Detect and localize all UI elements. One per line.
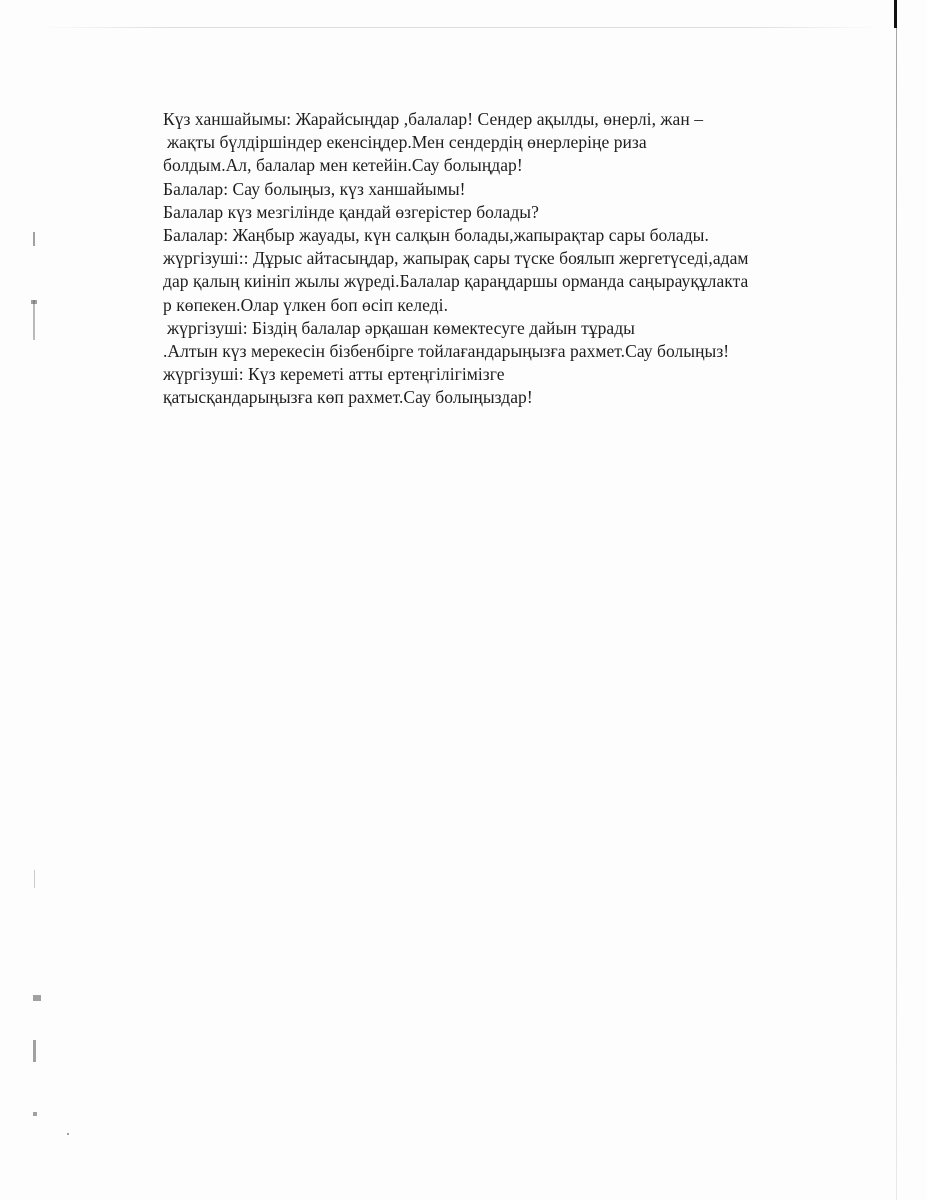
text-line: қатысқандарыңызға көп рахмет.Сау болыңыздар! <box>163 387 533 408</box>
scan-artifact <box>33 232 35 246</box>
text-line: жүргізуші: Күз кереметі атты ертеңгілігімізге <box>163 364 505 385</box>
text-line: Балалар: Жаңбыр жауады, күн салқын болады,жапырақтар сары болады. <box>163 225 709 246</box>
top-scan-line <box>40 27 880 28</box>
text-line: Балалар: Сау болыңыз, күз ханшайымы! <box>163 178 466 199</box>
text-line: болдым.Ал, балалар мен кетейін.Сау болыңдар! <box>163 155 523 176</box>
text-line: Күз ханшайымы: Жарайсыңдар ,балалар! Сендер ақылды, өнерлі, жан – <box>163 109 704 129</box>
text-line: жүргізуші: Біздің балалар әрқашан көмектесуге дайын тұрады <box>167 317 635 338</box>
scan-artifact <box>33 1040 36 1062</box>
right-scan-edge <box>894 0 897 28</box>
right-scan-shadow <box>896 28 897 1200</box>
text-line: жүргізуші:: Дұрыс айтасыңдар, жапырақ сары түске боялып жергетүседі,адам <box>163 248 749 269</box>
scan-artifact <box>67 1133 69 1135</box>
scan-artifact <box>31 300 37 304</box>
text-line: .Алтын күз мерекесін бізбенбірге тойлағандарыңызға рахмет.Сау болыңыз! <box>163 341 730 362</box>
scan-artifact <box>33 1112 37 1116</box>
scan-artifact <box>34 870 35 888</box>
text-line: жақты бүлдіршіндер екенсіңдер.Мен сендердің өнерлеріңе риза <box>167 132 647 153</box>
scan-artifact <box>33 300 35 340</box>
body-text <box>163 108 853 410</box>
text-line: Балалар күз мезгілінде қандай өзгерістер болады? <box>163 201 539 222</box>
text-line: дар қалың киініп жылы жүреді.Балалар қараңдаршы орманда саңырауқұлакта <box>163 271 749 292</box>
text-line: р көпекен.Олар үлкен боп өсіп келеді. <box>163 294 449 315</box>
scan-artifact <box>33 995 41 1001</box>
